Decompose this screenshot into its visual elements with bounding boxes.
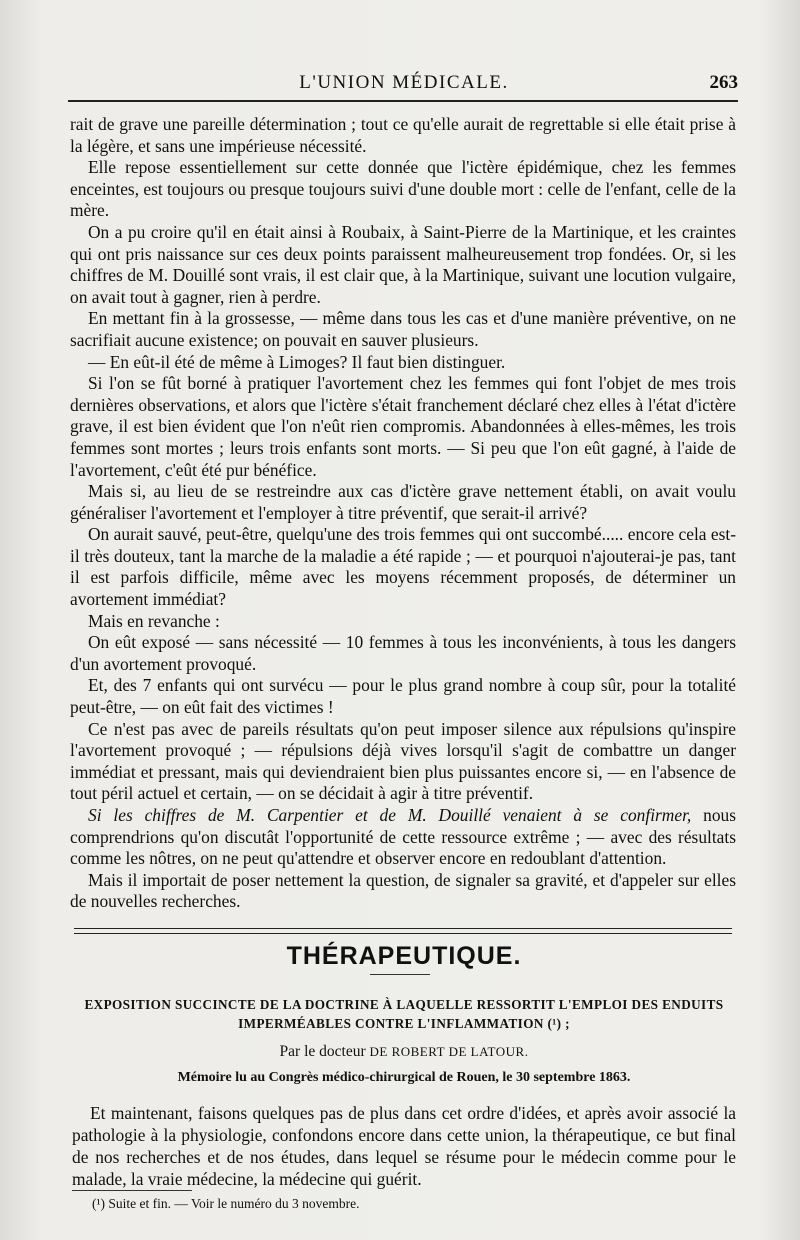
section-title-underline [370, 974, 430, 975]
paragraph: Mais si, au lieu de se restreindre aux cas d'ictère grave nettement établi, on avait voulu généraliser l'avortement et l'employer à titre préventif, que serait-il arrivé? [70, 481, 736, 523]
paragraph: Si l'on se fût borné à pratiquer l'avortement chez les femmes qui font l'objet de mes trois dernières observations, et alors que l'ictère s'était franchement déclaré chez elles à l'état d'ictère grave, il est bien évident que l'on n'eût rien compromis. Abandonnées à elles-mêmes, les trois femmes sont mortes ; leurs trois enfants sont morts. — Si peu que l'on eût gagné, à l'aide de l'avortement, c'eût été pur bénéfice. [70, 373, 736, 480]
footnote-rule [72, 1190, 192, 1191]
paragraph-italic-lead [70, 805, 736, 870]
footnote: (¹) Suite et fin. — Voir le numéro du 3 novembre. [92, 1196, 360, 1211]
italic-phrase: Si les chiffres de M. Carpentier et de M. Douillé venaient à se confirmer, [88, 805, 692, 825]
paragraph: On aurait sauvé, peut-être, quelqu'une des trois femmes qui ont succombé..... encore cela est-il très douteux, tant la marche de la maladie a été rapide ; — et pourquoi n'ajouterai-je pas, tant il est parfois difficile, même avec les moyens récemment proposés, de déterminer un avortement immédiat? [70, 524, 736, 610]
author-name: DE ROBERT DE LATOUR. [369, 1044, 529, 1059]
header-rule [68, 100, 738, 102]
paragraph: Et, des 7 enfants qui ont survécu — pour le plus grand nombre à coup sûr, pour la totalité peut-être, — on eût fait des victimes ! [70, 675, 736, 718]
page-number: 263 [709, 72, 738, 93]
paragraph: Mais en revanche : [88, 610, 220, 631]
main-text [70, 114, 736, 913]
paragraph: On eût exposé — sans nécessité — 10 femmes à tous les inconvénients, à tous les dangers d'un avortement provoqué. [70, 632, 736, 674]
running-title: L'UNION MÉDICALE. [299, 72, 509, 93]
byline-prefix: Par le docteur [279, 1043, 370, 1060]
byline [70, 1043, 738, 1061]
article-text [72, 1102, 736, 1190]
paragraph: rait de grave une pareille détermination ; tout ce qu'elle aurait de regrettable si elle était prise à la légère, et sans une impérieuse nécessité. [70, 114, 736, 156]
paragraph-rest: nous comprendrions qu'on discutât l'opportunité de cette ressource extrême ; — avec des résultats comme les nôtres, on ne peut qu'attendre et observer encore en redoublant d'attention. [70, 805, 737, 869]
paragraph: — En eût-il été de même à Limoges? Il faut bien distinguer. [88, 351, 506, 372]
paragraph: Mais il importait de poser nettement la question, de signaler sa gravité, et d'appeler sur elles de nouvelles recherches. [70, 869, 736, 912]
paragraph: Ce n'est pas avec de pareils résultats qu'on peut imposer silence aux répulsions qu'inspire l'avortement provoqué ; — répulsions déjà vives lorsqu'il s'agit de combattre un danger immédiat et pressant, mais qui deviendraient bien plus puissantes encore si, — en l'absence de tout péril actuel et certain, — on se décidait à agir à titre préventif. [70, 718, 736, 804]
paragraph: En mettant fin à la grossesse, — même dans tous les cas et d'une manière préventive, on ne sacrifiait aucune existence; on pouvait en sauver plusieurs. [70, 308, 736, 350]
paragraph: Et maintenant, faisons quelques pas de plus dans cet ordre d'idées, et après avoir associé la pathologie à la physiologie, confondons encore dans cette union, la thérapeutique, ce but final de nos recherches et de nos études, dans lequel se résume pour le médecin comme pour le malade, la vraie médecine, la médecine qui guérit. [72, 1103, 736, 1189]
paragraph: On a pu croire qu'il en était ainsi à Roubaix, à Saint-Pierre de la Martinique, et les craintes qui ont pris naissance sur ces deux points paraissent malheureusement trop fondées. Or, si les chiffres de M. Douillé sont vrais, il est clair que, à la Martinique, suivant une locution vulgaire, on avait tout à gagner, rien à perdre. [70, 221, 736, 307]
paragraph: Elle repose essentiellement sur cette donnée que l'ictère épidémique, chez les femmes enceintes, est toujours ou presque toujours suivi d'une double mort : celle de l'enfant, celle de la mère. [70, 157, 736, 221]
section-divider [74, 928, 732, 934]
section-title: THÉRAPEUTIQUE. [286, 942, 522, 970]
running-head [70, 68, 738, 98]
article-heading: EXPOSITION SUCCINCTE DE LA DOCTRINE À LAQUELLE RESSORTIT L'EMPLOI DES ENDUITS IMPERMÉABLES CONTRE L'INFLAMMATION (¹) ; [84, 997, 724, 1031]
memo-note: Mémoire lu au Congrès médico-chirurgical de Rouen, le 30 septembre 1863. [177, 1070, 631, 1085]
